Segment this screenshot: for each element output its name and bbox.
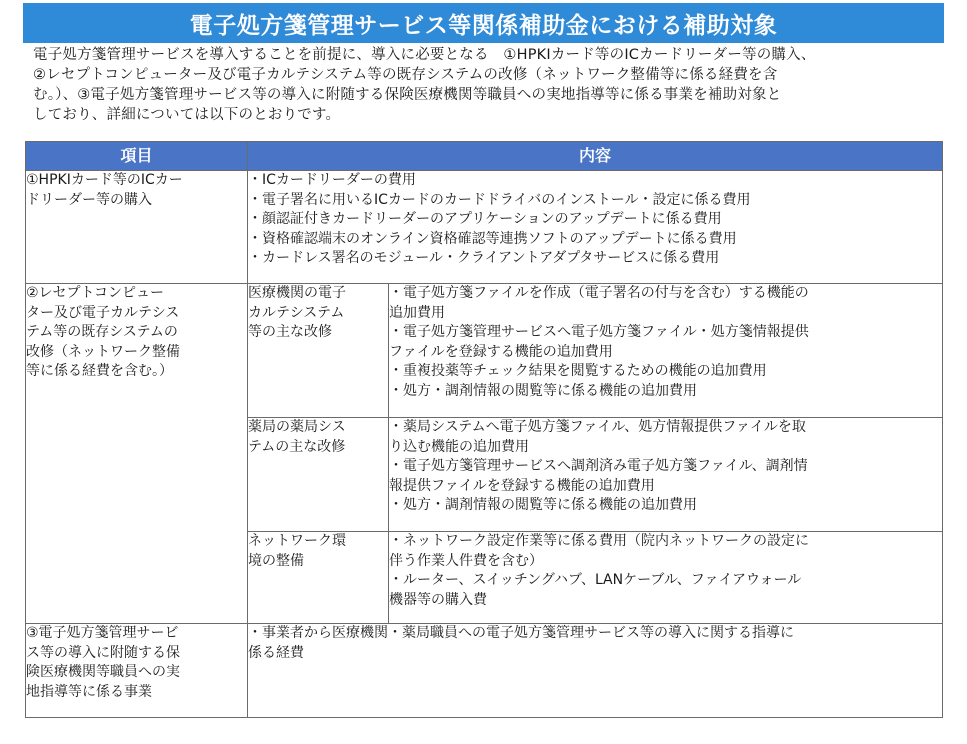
content-line: 追加費用 (389, 304, 445, 321)
header-item: 項目 (26, 142, 248, 171)
content-line: ・電子処方箋ファイルを作成（電子署名の付与を含む）する機能の (389, 285, 809, 301)
subitem-line: 等の主な改修 (248, 324, 332, 340)
content-line: ファイルを登録する機能の追加費用 (389, 343, 613, 360)
item-line: 等に係る経費を含む。） (26, 363, 173, 379)
content-line: 係る経費 (248, 644, 304, 661)
item-line: ドリーダー等の購入 (26, 191, 152, 208)
item-cell (26, 171, 248, 284)
table-header-row (26, 142, 943, 171)
intro-line: ②レセプトコンピューター及び電子カルテシステム等の既存システムの改修（ネットワーク整備等に係る経費を含 (33, 67, 778, 83)
header-content: 内容 (248, 142, 943, 171)
content-line: ・処方・調剤情報の閲覧等に係る機能の追加費用 (389, 382, 697, 399)
subitem-cell (248, 284, 389, 418)
content-cell (389, 418, 943, 532)
item-line: 険医療機関等職員への実 (26, 664, 180, 680)
subitem-line: 薬局の薬局シス (248, 419, 346, 435)
content-line: 伴う作業人件費を含む） (389, 552, 543, 569)
intro-paragraph (33, 45, 943, 125)
subitem-cell (248, 418, 389, 532)
content-line: ・ネットワーク設定作業等に係る費用（院内ネットワークの設定に (389, 533, 809, 549)
content-line: ・電子処方箋管理サービスへ調剤済み電子処方箋ファイル、調剤情 (389, 458, 808, 474)
item-line: 改修（ネットワーク整備 (26, 343, 180, 360)
content-line: ・薬局システムへ電子処方箋ファイル、処方情報提供ファイルを取 (389, 419, 806, 435)
page-title: 電子処方箋管理サービス等関係補助金における補助対象 (23, 3, 944, 43)
subitem-line: カルテシステム (248, 304, 345, 321)
item-line: ①HPKIカード等のICカー (26, 172, 183, 188)
content-line: ・処方・調剤情報の閲覧等に係る機能の追加費用 (389, 497, 697, 513)
item-line: ス等の導入に附随する保 (26, 644, 180, 661)
content-line: ・重複投薬等チェック結果を閲覧するための機能の追加費用 (389, 363, 767, 379)
subitem-line: ネットワーク環 (248, 533, 346, 549)
subitem-line: テムの主な改修 (248, 438, 346, 455)
item-line: ③電子処方箋管理サービ (26, 625, 179, 641)
item-line: ②レセプトコンピュー (26, 285, 164, 301)
content-line: ・ルーター、スイッチングハブ、LANケーブル、ファイアウォール (389, 572, 802, 588)
content-line: り込む機能の追加費用 (389, 438, 529, 455)
intro-line: しており、詳細については以下のとおりです。 (33, 107, 341, 123)
content-line: ・資格確認端末のオンライン資格確認等連携ソフトのアップデートに係る費用 (248, 230, 737, 247)
item-cell (26, 284, 248, 624)
item-line: ター及び電子カルテシス (26, 304, 180, 321)
subitem-line: 医療機関の電子 (248, 285, 346, 301)
table-row (26, 284, 943, 418)
intro-line: む。）、③電子処方箋管理サービス等の導入に附随する保険医療機関等職員への実地指導等に係る事業を補助対象と (33, 87, 782, 103)
content-line: 報提供ファイルを登録する機能の追加費用 (389, 477, 655, 494)
content-line: ・カードレス署名のモジュール・クライアントアダプタサービスに係る費用 (248, 250, 720, 266)
content-line: 機器等の購入費 (389, 591, 487, 608)
item-cell (26, 624, 248, 718)
content-cell (389, 284, 943, 418)
subitem-cell (248, 532, 389, 624)
content-line: ・電子処方箋管理サービスへ電子処方箋ファイル・処方箋情報提供 (389, 324, 809, 340)
content-line: ・ICカードリーダーの費用 (248, 172, 416, 188)
content-line: ・事業者から医療機関・薬局職員への電子処方箋管理サービス等の導入に関する指導に (248, 625, 794, 641)
item-line: テム等の既存システムの (26, 324, 178, 340)
table-row (26, 624, 943, 718)
subitem-line: 境の整備 (248, 552, 304, 569)
subsidy-table (25, 141, 943, 718)
content-cell (248, 624, 943, 718)
content-cell (248, 171, 943, 284)
intro-line: 電子処方箋管理サービスを導入することを前提に、導入に必要となる ①HPKIカード等のICカードリーダー等の購入、 (33, 47, 816, 63)
content-line: ・電子署名に用いるICカードのカードドライバのインストール・設定に係る費用 (248, 191, 751, 208)
table-row (26, 171, 943, 284)
content-cell (389, 532, 943, 624)
item-line: 地指導等に係る事業 (26, 683, 152, 700)
content-line: ・顔認証付きカードリーダーのアプリケーションのアップデートに係る費用 (248, 211, 722, 227)
